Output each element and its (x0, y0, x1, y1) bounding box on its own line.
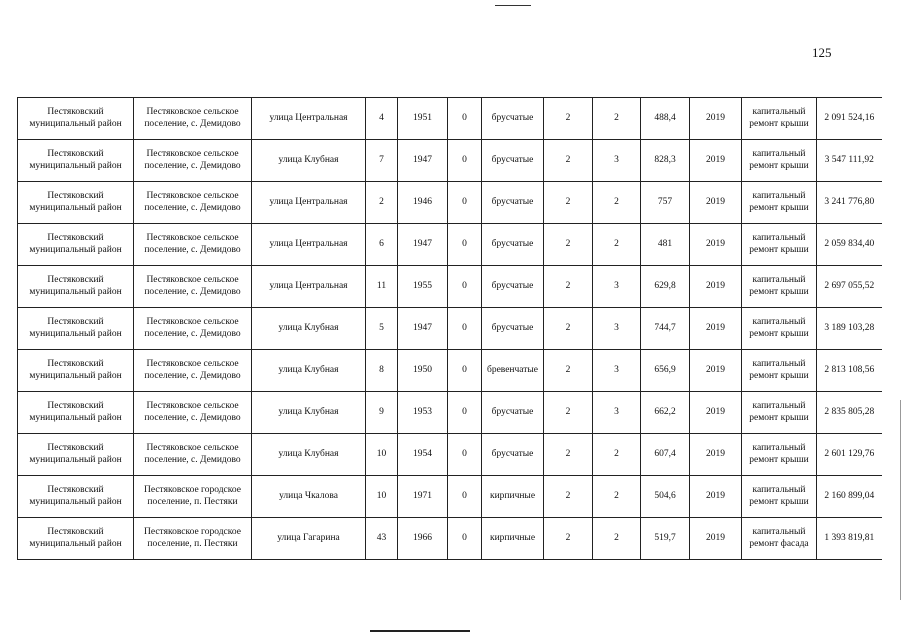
floors-cell: 2 (544, 476, 593, 518)
settlement-cell: Пестяковское сельское поселение, с. Демидово (134, 350, 252, 392)
settlement-cell: Пестяковское городское поселение, п. Пестяки (134, 476, 252, 518)
house-number-cell: 43 (366, 518, 398, 560)
district-cell: Пестяковский муниципальный район (18, 98, 134, 140)
house-number-cell: 5 (366, 308, 398, 350)
build-year-cell: 1947 (398, 308, 448, 350)
district-cell: Пестяковский муниципальный район (18, 476, 134, 518)
district-cell: Пестяковский муниципальный район (18, 434, 134, 476)
zero-cell: 0 (448, 266, 482, 308)
street-cell: улица Центральная (252, 98, 366, 140)
street-cell: улица Клубная (252, 434, 366, 476)
settlement-cell: Пестяковское сельское поселение, с. Демидово (134, 140, 252, 182)
floors-cell: 2 (544, 266, 593, 308)
area-cell: 519,7 (641, 518, 690, 560)
table-row (18, 98, 882, 140)
cost-cell: 3 189 103,28 (817, 308, 882, 350)
floors-cell: 2 (544, 224, 593, 266)
build-year-cell: 1971 (398, 476, 448, 518)
plan-year-cell: 2019 (690, 476, 742, 518)
house-number-cell: 8 (366, 350, 398, 392)
wall-material-cell: брусчатые (482, 308, 544, 350)
wall-material-cell: брусчатые (482, 140, 544, 182)
entrances-cell: 2 (593, 224, 641, 266)
settlement-cell: Пестяковское сельское поселение, с. Демидово (134, 266, 252, 308)
area-cell: 488,4 (641, 98, 690, 140)
settlement-cell: Пестяковское сельское поселение, с. Демидово (134, 182, 252, 224)
plan-year-cell: 2019 (690, 266, 742, 308)
house-number-cell: 9 (366, 392, 398, 434)
area-cell: 656,9 (641, 350, 690, 392)
street-cell: улица Клубная (252, 392, 366, 434)
street-cell: улица Гагарина (252, 518, 366, 560)
work-type-cell: капитальный ремонт крыши (742, 308, 817, 350)
house-number-cell: 6 (366, 224, 398, 266)
area-cell: 481 (641, 224, 690, 266)
street-cell: улица Центральная (252, 266, 366, 308)
zero-cell: 0 (448, 182, 482, 224)
wall-material-cell: брусчатые (482, 224, 544, 266)
cost-cell: 2 835 805,28 (817, 392, 882, 434)
zero-cell: 0 (448, 98, 482, 140)
wall-material-cell: брусчатые (482, 266, 544, 308)
district-cell: Пестяковский муниципальный район (18, 392, 134, 434)
floors-cell: 2 (544, 350, 593, 392)
district-cell: Пестяковский муниципальный район (18, 350, 134, 392)
district-cell: Пестяковский муниципальный район (18, 140, 134, 182)
district-cell: Пестяковский муниципальный район (18, 308, 134, 350)
build-year-cell: 1955 (398, 266, 448, 308)
house-number-cell: 2 (366, 182, 398, 224)
zero-cell: 0 (448, 350, 482, 392)
house-number-cell: 4 (366, 98, 398, 140)
zero-cell: 0 (448, 308, 482, 350)
floors-cell: 2 (544, 308, 593, 350)
table-row (18, 434, 882, 476)
floors-cell: 2 (544, 140, 593, 182)
entrances-cell: 2 (593, 476, 641, 518)
settlement-cell: Пестяковское сельское поселение, с. Демидово (134, 434, 252, 476)
entrances-cell: 2 (593, 518, 641, 560)
build-year-cell: 1946 (398, 182, 448, 224)
table-body (18, 98, 882, 560)
district-cell: Пестяковский муниципальный район (18, 182, 134, 224)
area-cell: 504,6 (641, 476, 690, 518)
cost-cell: 2 091 524,16 (817, 98, 882, 140)
cost-cell: 3 241 776,80 (817, 182, 882, 224)
street-cell: улица Клубная (252, 308, 366, 350)
work-type-cell: капитальный ремонт крыши (742, 266, 817, 308)
settlement-cell: Пестяковское сельское поселение, с. Демидово (134, 224, 252, 266)
table-row (18, 476, 882, 518)
cost-cell: 1 393 819,81 (817, 518, 882, 560)
wall-material-cell: кирпичные (482, 518, 544, 560)
scan-edge-mark (900, 400, 901, 600)
wall-material-cell: кирпичные (482, 476, 544, 518)
street-cell: улица Клубная (252, 350, 366, 392)
entrances-cell: 2 (593, 434, 641, 476)
plan-year-cell: 2019 (690, 518, 742, 560)
district-cell: Пестяковский муниципальный район (18, 224, 134, 266)
entrances-cell: 2 (593, 182, 641, 224)
page-number: 125 (812, 45, 832, 60)
settlement-cell: Пестяковское городское поселение, п. Пестяки (134, 518, 252, 560)
wall-material-cell: бревенчатые (482, 350, 544, 392)
work-type-cell: капитальный ремонт крыши (742, 98, 817, 140)
street-cell: улица Чкалова (252, 476, 366, 518)
wall-material-cell: брусчатые (482, 182, 544, 224)
cost-cell: 2 813 108,56 (817, 350, 882, 392)
house-number-cell: 10 (366, 434, 398, 476)
street-cell: улица Центральная (252, 224, 366, 266)
table-row (18, 350, 882, 392)
zero-cell: 0 (448, 140, 482, 182)
plan-year-cell: 2019 (690, 308, 742, 350)
area-cell: 662,2 (641, 392, 690, 434)
settlement-cell: Пестяковское сельское поселение, с. Демидово (134, 392, 252, 434)
district-cell: Пестяковский муниципальный район (18, 518, 134, 560)
entrances-cell: 3 (593, 308, 641, 350)
floors-cell: 2 (544, 392, 593, 434)
settlement-cell: Пестяковское сельское поселение, с. Демидово (134, 98, 252, 140)
plan-year-cell: 2019 (690, 434, 742, 476)
district-cell: Пестяковский муниципальный район (18, 266, 134, 308)
scan-mark-top (495, 5, 531, 6)
plan-year-cell: 2019 (690, 224, 742, 266)
zero-cell: 0 (448, 392, 482, 434)
work-type-cell: капитальный ремонт крыши (742, 182, 817, 224)
table-row (18, 392, 882, 434)
street-cell: улица Центральная (252, 182, 366, 224)
area-cell: 744,7 (641, 308, 690, 350)
area-cell: 629,8 (641, 266, 690, 308)
build-year-cell: 1947 (398, 140, 448, 182)
house-number-cell: 7 (366, 140, 398, 182)
build-year-cell: 1966 (398, 518, 448, 560)
house-number-cell: 10 (366, 476, 398, 518)
build-year-cell: 1953 (398, 392, 448, 434)
table-row (18, 182, 882, 224)
scan-mark-bottom (370, 630, 470, 632)
work-type-cell: капитальный ремонт крыши (742, 140, 817, 182)
floors-cell: 2 (544, 518, 593, 560)
table-row (18, 518, 882, 560)
build-year-cell: 1950 (398, 350, 448, 392)
entrances-cell: 3 (593, 266, 641, 308)
wall-material-cell: брусчатые (482, 98, 544, 140)
cost-cell: 2 059 834,40 (817, 224, 882, 266)
area-cell: 757 (641, 182, 690, 224)
entrances-cell: 2 (593, 98, 641, 140)
zero-cell: 0 (448, 518, 482, 560)
wall-material-cell: брусчатые (482, 392, 544, 434)
area-cell: 607,4 (641, 434, 690, 476)
wall-material-cell: брусчатые (482, 434, 544, 476)
plan-year-cell: 2019 (690, 98, 742, 140)
zero-cell: 0 (448, 224, 482, 266)
zero-cell: 0 (448, 434, 482, 476)
entrances-cell: 3 (593, 350, 641, 392)
cost-cell: 2 160 899,04 (817, 476, 882, 518)
table-row (18, 308, 882, 350)
street-cell: улица Клубная (252, 140, 366, 182)
build-year-cell: 1947 (398, 224, 448, 266)
work-type-cell: капитальный ремонт крыши (742, 224, 817, 266)
plan-year-cell: 2019 (690, 392, 742, 434)
floors-cell: 2 (544, 182, 593, 224)
work-type-cell: капитальный ремонт крыши (742, 476, 817, 518)
entrances-cell: 3 (593, 140, 641, 182)
housing-repair-table (17, 97, 882, 560)
zero-cell: 0 (448, 476, 482, 518)
settlement-cell: Пестяковское сельское поселение, с. Демидово (134, 308, 252, 350)
cost-cell: 2 697 055,52 (817, 266, 882, 308)
house-number-cell: 11 (366, 266, 398, 308)
area-cell: 828,3 (641, 140, 690, 182)
table-row (18, 224, 882, 266)
work-type-cell: капитальный ремонт крыши (742, 434, 817, 476)
floors-cell: 2 (544, 98, 593, 140)
table-row (18, 140, 882, 182)
build-year-cell: 1951 (398, 98, 448, 140)
table-row (18, 266, 882, 308)
build-year-cell: 1954 (398, 434, 448, 476)
work-type-cell: капитальный ремонт крыши (742, 392, 817, 434)
cost-cell: 2 601 129,76 (817, 434, 882, 476)
plan-year-cell: 2019 (690, 182, 742, 224)
floors-cell: 2 (544, 434, 593, 476)
plan-year-cell: 2019 (690, 350, 742, 392)
work-type-cell: капитальный ремонт фасада (742, 518, 817, 560)
cost-cell: 3 547 111,92 (817, 140, 882, 182)
work-type-cell: капитальный ремонт крыши (742, 350, 817, 392)
plan-year-cell: 2019 (690, 140, 742, 182)
entrances-cell: 3 (593, 392, 641, 434)
